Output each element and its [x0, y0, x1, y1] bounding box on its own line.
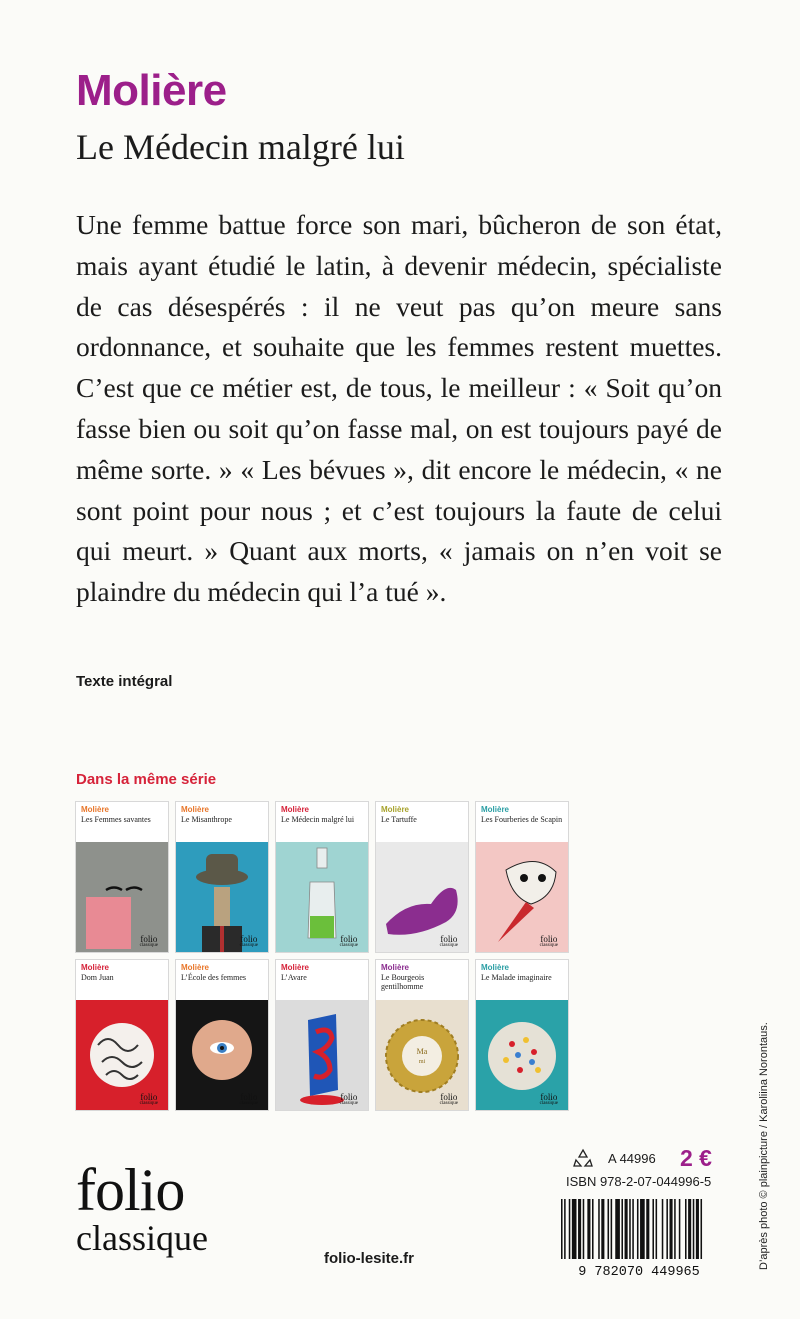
- folio-mini-logo: folio classique: [239, 1092, 258, 1106]
- series-book[interactable]: [376, 960, 468, 1110]
- barcode-bar: [656, 1199, 658, 1259]
- barcode-bar: [696, 1199, 699, 1259]
- barcode-bar: [625, 1199, 628, 1259]
- recycle-icon: [572, 1148, 594, 1168]
- series-book[interactable]: [276, 960, 368, 1110]
- series-book[interactable]: [176, 802, 268, 952]
- barcode-bar: [561, 1199, 563, 1259]
- series-book-author: Molière: [281, 963, 310, 972]
- barcode-bar: [615, 1199, 620, 1259]
- series-book-title: Les Femmes savantes: [81, 815, 151, 824]
- barcode-bar: [674, 1199, 676, 1259]
- series-book[interactable]: [276, 802, 368, 952]
- isbn: ISBN 978-2-07-044996-5: [566, 1174, 712, 1189]
- barcode-bar: [679, 1199, 681, 1259]
- book-title: Le Médecin malgré lui: [76, 127, 405, 167]
- barcode-bar: [632, 1199, 634, 1259]
- price-row: [566, 1145, 726, 1171]
- author-name: Molière: [76, 66, 227, 115]
- barcode-bar: [640, 1199, 645, 1259]
- series-book[interactable]: [376, 802, 468, 952]
- series-book-title: L’Avare: [281, 973, 307, 982]
- series-book-title: Les Fourberies de Scapin: [481, 815, 563, 824]
- barcode-bar: [608, 1199, 610, 1259]
- barcode-bar: [621, 1199, 623, 1259]
- barcode-bar: [685, 1199, 687, 1259]
- barcode-bar: [572, 1199, 577, 1259]
- folio-mini-logo: folio classique: [139, 934, 158, 948]
- folio-classique-logo: folio classique: [76, 1157, 208, 1258]
- series-book-author: Molière: [481, 963, 510, 972]
- series-label: Dans la même série: [76, 771, 217, 788]
- series-grid: [76, 802, 568, 1110]
- series-book-author: Molière: [81, 963, 110, 972]
- series-book-author: Molière: [181, 805, 210, 814]
- series-book-title: Le Tartuffe: [381, 815, 417, 824]
- series-book-author: Molière: [481, 805, 510, 814]
- series-book-title: Le Misanthrope: [181, 815, 232, 824]
- series-book-author: Molière: [81, 805, 110, 814]
- folio-mini-logo: folio classique: [139, 1092, 158, 1106]
- barcode-bar: [670, 1199, 673, 1259]
- barcode-bar: [578, 1199, 581, 1259]
- folio-mini-logo: folio classique: [239, 934, 258, 948]
- folio-mini-logo: folio classique: [439, 1092, 458, 1106]
- series-book-title: Dom Juan: [81, 973, 114, 982]
- barcode-bar: [587, 1199, 590, 1259]
- barcode-bar: [662, 1199, 664, 1259]
- series-book-author: Molière: [181, 963, 210, 972]
- barcode-bar: [592, 1199, 594, 1259]
- barcode-bar: [666, 1199, 668, 1259]
- barcode-bar: [646, 1199, 649, 1259]
- website-link[interactable]: folio-lesite.fr: [324, 1250, 415, 1267]
- barcode-bar: [601, 1199, 604, 1259]
- barcode-bar: [564, 1199, 566, 1259]
- price: 2 €: [680, 1145, 712, 1171]
- photo-credit: D’après photo © plainpicture / Karoliina Norontaus.: [758, 1022, 770, 1270]
- back-cover-blurb: [76, 205, 722, 613]
- folio-mini-logo: folio classique: [339, 934, 358, 948]
- product-code: A 44996: [608, 1151, 656, 1166]
- series-book[interactable]: [476, 960, 568, 1110]
- barcode-bar: [629, 1199, 631, 1259]
- folio-mini-logo: folio classique: [439, 934, 458, 948]
- series-book-author: Molière: [381, 963, 410, 972]
- folio-mini-logo: folio classique: [539, 1092, 558, 1106]
- series-book[interactable]: [476, 802, 568, 952]
- barcode-bar: [598, 1199, 600, 1259]
- svg-text:mi: mi: [418, 1059, 426, 1065]
- blurb-text: Une femme battue force son mari, bûcheron de son état, mais ayant étudié le latin, à devenir médecin, spécialiste de cas désespérés : il ne veut pas qu’on meure sans ordonnance, et souhaite que les femmes restent muettes. C’est que ce métier est, de tous, le meilleur : « Soit qu’on fasse bien ou soit qu’on fasse mal, on est toujours payé de même sorte. » « Les bévues », dit encore le médecin, « ne sont point pour nous ; et c’est toujours la faute de celui qui meurt. » Quant aux morts, « jamais on n’en voit se plaindre du médecin qui l’a tué ».: [76, 209, 722, 608]
- series-book-title: L’École des femmes: [181, 973, 247, 982]
- folio-mini-logo: folio classique: [539, 934, 558, 948]
- barcode-bar: [701, 1199, 703, 1259]
- series-book-author: Molière: [281, 805, 310, 814]
- barcode-bar: [583, 1199, 585, 1259]
- barcode-bar: [652, 1199, 654, 1259]
- series-book[interactable]: [76, 960, 168, 1110]
- svg-text:Ma: Ma: [416, 1047, 428, 1056]
- series-book[interactable]: [76, 802, 168, 952]
- barcode-bar: [637, 1199, 639, 1259]
- folio-mini-logo: folio classique: [339, 1092, 358, 1106]
- barcode-digits: 9 782070 449965: [578, 1265, 700, 1277]
- series-book-title: Le Médecin malgré lui: [281, 815, 355, 824]
- series-book-author: Molière: [381, 805, 410, 814]
- barcode-bar: [688, 1199, 691, 1259]
- series-book[interactable]: [176, 960, 268, 1110]
- edition-note: Texte intégral: [76, 673, 173, 690]
- barcode-bar: [569, 1199, 571, 1259]
- barcode-bar: [611, 1199, 613, 1259]
- series-book-title: Le Bourgeois gentilhomme: [381, 973, 425, 991]
- series-book-title: Le Malade imaginaire: [481, 973, 552, 982]
- barcode: [547, 1197, 721, 1277]
- barcode-bar: [693, 1199, 695, 1259]
